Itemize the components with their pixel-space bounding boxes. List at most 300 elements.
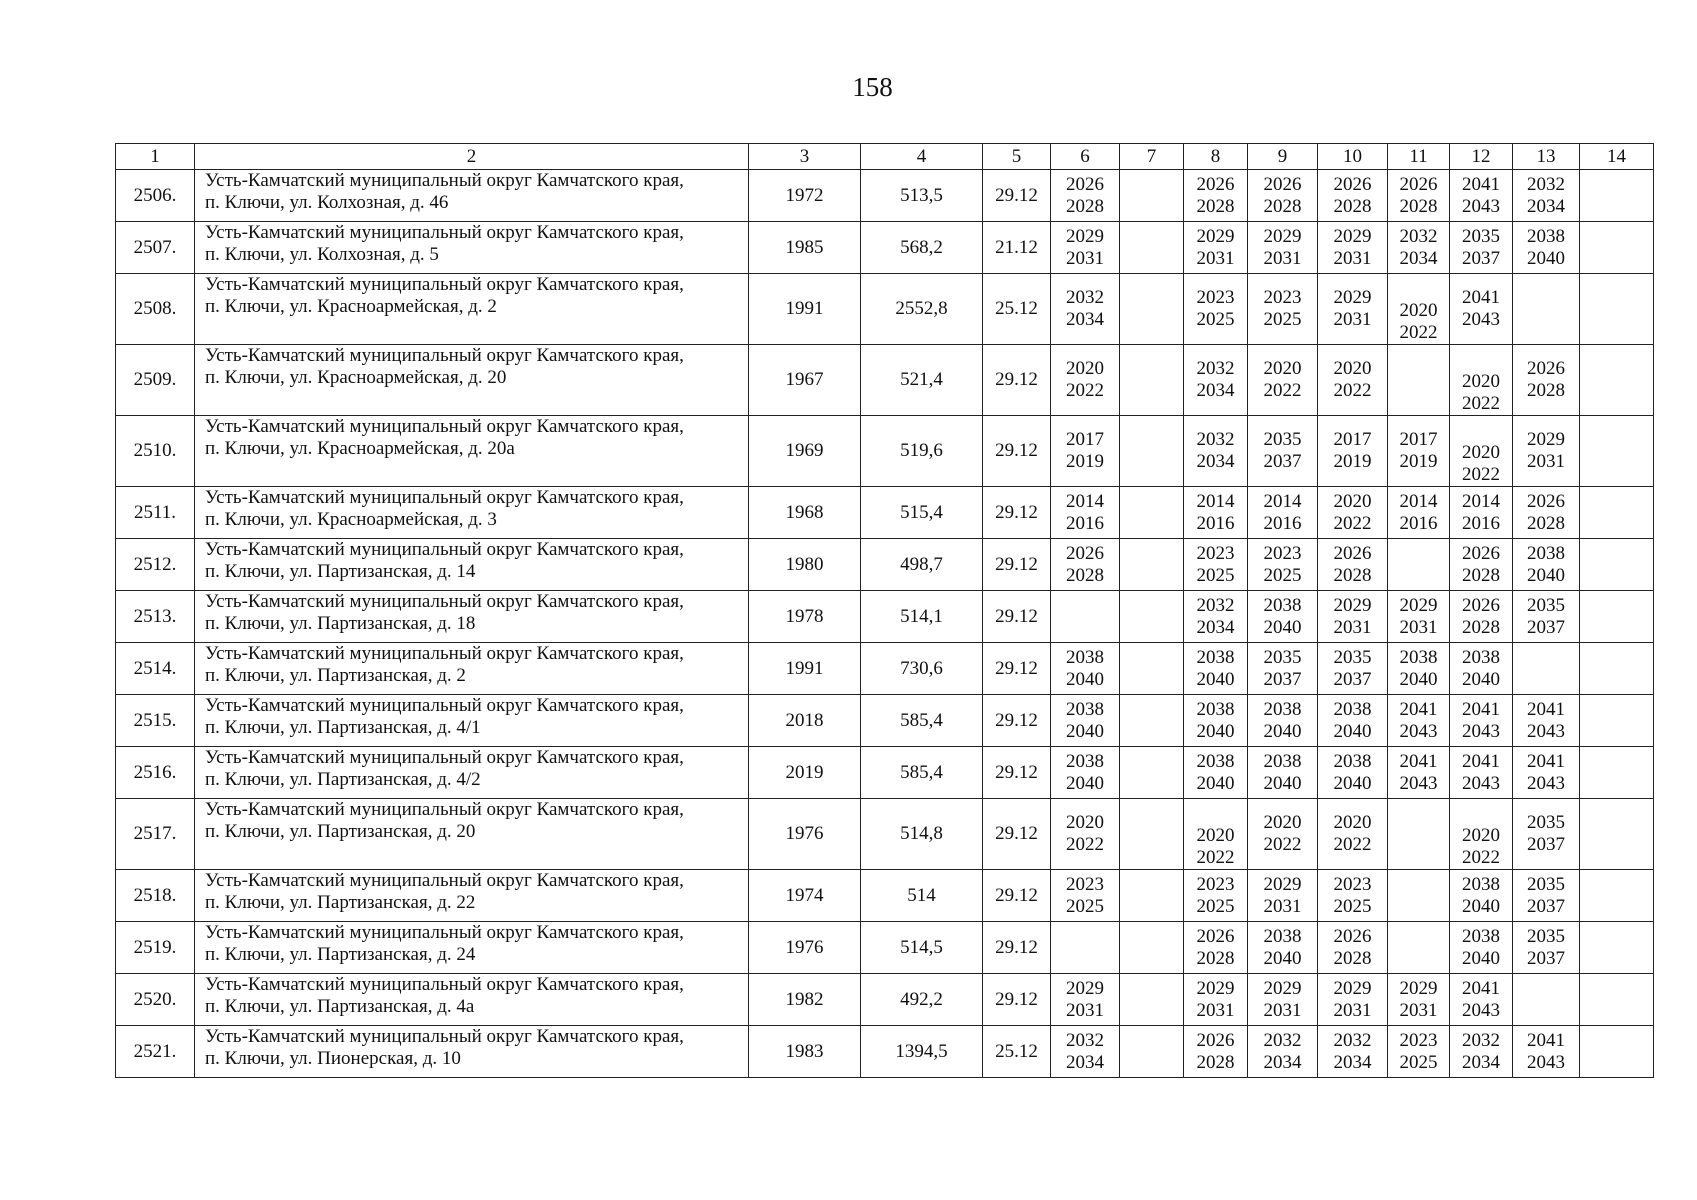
period-cell-col-8 bbox=[1184, 695, 1248, 747]
period-year: 2014 bbox=[1196, 490, 1235, 512]
period-year: 2041 bbox=[1399, 698, 1438, 720]
period-year: 2041 bbox=[1527, 1029, 1565, 1051]
date-cell: 29.12 bbox=[983, 345, 1051, 416]
table-row bbox=[116, 643, 1654, 695]
year-cell: 1969 bbox=[749, 416, 861, 487]
period-cell-col-14 bbox=[1580, 170, 1654, 222]
period-year: 2040 bbox=[1333, 772, 1372, 794]
period-year: 2025 bbox=[1263, 309, 1302, 330]
period-year: 2022 bbox=[1462, 393, 1500, 414]
row-number-cell: 2519. bbox=[116, 922, 195, 974]
period-cell-col-14 bbox=[1580, 922, 1654, 974]
row-number-cell: 2508. bbox=[116, 274, 195, 345]
period-cell-col-11 bbox=[1388, 591, 1450, 643]
period-cell-col-6 bbox=[1051, 170, 1120, 222]
address-cell bbox=[195, 416, 749, 487]
period-year: 2038 bbox=[1333, 698, 1372, 720]
period-year: 2023 bbox=[1263, 542, 1302, 564]
date-cell: 29.12 bbox=[983, 643, 1051, 695]
period-cell-col-11 bbox=[1388, 1026, 1450, 1078]
period-cell-col-9 bbox=[1248, 274, 1318, 345]
period-year: 2022 bbox=[1066, 834, 1104, 855]
period-year: 2023 bbox=[1333, 873, 1372, 895]
period-cell-col-8 bbox=[1184, 974, 1248, 1026]
period-year: 2026 bbox=[1196, 173, 1235, 195]
address-line: Усть-Камчатский муниципальный округ Камчатского края, bbox=[205, 487, 684, 508]
table-row bbox=[116, 974, 1654, 1026]
period-cell-col-7 bbox=[1120, 170, 1184, 222]
period-cell-col-7 bbox=[1120, 922, 1184, 974]
address-line: п. Ключи, ул. Партизанская, д. 4а bbox=[205, 996, 475, 1017]
address-line: п. Ключи, ул. Партизанская, д. 24 bbox=[205, 944, 476, 965]
period-year: 2017 bbox=[1066, 429, 1104, 450]
period-cell-col-6 bbox=[1051, 539, 1120, 591]
period-cell-col-10 bbox=[1318, 222, 1388, 274]
period-cell-col-6 bbox=[1051, 695, 1120, 747]
year-cell: 1974 bbox=[749, 870, 861, 922]
year-cell: 1976 bbox=[749, 799, 861, 870]
period-year: 2023 bbox=[1263, 287, 1302, 308]
period-year: 2028 bbox=[1196, 195, 1235, 217]
date-cell: 29.12 bbox=[983, 747, 1051, 799]
period-cell-col-6 bbox=[1051, 799, 1120, 870]
period-year: 2040 bbox=[1066, 772, 1104, 794]
period-year: 2022 bbox=[1263, 834, 1302, 855]
address-line: Усть-Камчатский муниципальный округ Камчатского края, bbox=[205, 747, 684, 768]
period-year: 2022 bbox=[1263, 380, 1302, 401]
period-year: 2029 bbox=[1333, 977, 1372, 999]
period-cell-col-8 bbox=[1184, 539, 1248, 591]
address-line: п. Ключи, ул. Партизанская, д. 2 bbox=[205, 665, 466, 686]
period-year: 2035 bbox=[1527, 812, 1565, 833]
period-year: 2035 bbox=[1462, 225, 1500, 247]
period-cell-col-6 bbox=[1051, 974, 1120, 1026]
period-cell-col-11 bbox=[1388, 345, 1450, 416]
address-cell bbox=[195, 747, 749, 799]
year-cell: 1982 bbox=[749, 974, 861, 1026]
period-cell-col-14 bbox=[1580, 487, 1654, 539]
address-line: п. Ключи, ул. Партизанская, д. 20 bbox=[205, 821, 476, 842]
period-cell-col-13 bbox=[1513, 487, 1580, 539]
period-year: 2038 bbox=[1066, 750, 1104, 772]
period-year: 2025 bbox=[1066, 895, 1104, 917]
period-year: 2032 bbox=[1196, 358, 1235, 379]
period-cell-col-14 bbox=[1580, 222, 1654, 274]
period-year: 2025 bbox=[1196, 309, 1235, 330]
period-year: 2037 bbox=[1263, 668, 1302, 690]
address-cell bbox=[195, 591, 749, 643]
period-year: 2034 bbox=[1333, 1051, 1372, 1073]
period-year: 2032 bbox=[1196, 594, 1235, 616]
period-cell-col-14 bbox=[1580, 345, 1654, 416]
period-year: 2026 bbox=[1066, 542, 1104, 564]
period-cell-col-14 bbox=[1580, 695, 1654, 747]
period-year: 2026 bbox=[1399, 173, 1438, 195]
address-line: п. Ключи, ул. Партизанская, д. 22 bbox=[205, 892, 476, 913]
period-cell-col-9 bbox=[1248, 799, 1318, 870]
period-year: 2028 bbox=[1196, 947, 1235, 969]
period-cell-col-11 bbox=[1388, 222, 1450, 274]
period-cell-col-13 bbox=[1513, 1026, 1580, 1078]
period-cell-col-7 bbox=[1120, 1026, 1184, 1078]
area-cell: 521,4 bbox=[861, 345, 983, 416]
period-cell-col-7 bbox=[1120, 222, 1184, 274]
period-year: 2032 bbox=[1263, 1029, 1302, 1051]
row-number-cell: 2516. bbox=[116, 747, 195, 799]
period-year: 2043 bbox=[1527, 772, 1565, 794]
address-cell bbox=[195, 539, 749, 591]
period-cell-col-6 bbox=[1051, 870, 1120, 922]
period-year: 2025 bbox=[1263, 564, 1302, 586]
period-cell-col-12 bbox=[1450, 695, 1513, 747]
period-year: 2031 bbox=[1333, 616, 1372, 638]
period-year: 2041 bbox=[1462, 750, 1500, 772]
column-header-1: 1 bbox=[116, 144, 195, 170]
period-cell-col-10 bbox=[1318, 274, 1388, 345]
period-year: 2038 bbox=[1196, 646, 1235, 668]
column-number-header-row bbox=[116, 144, 1654, 170]
period-year: 2038 bbox=[1066, 698, 1104, 720]
period-cell-col-10 bbox=[1318, 170, 1388, 222]
row-number-cell: 2513. bbox=[116, 591, 195, 643]
period-cell-col-6 bbox=[1051, 345, 1120, 416]
address-line: Усть-Камчатский муниципальный округ Камчатского края, bbox=[205, 345, 684, 366]
period-year: 2043 bbox=[1462, 720, 1500, 742]
address-line: Усть-Камчатский муниципальный округ Камчатского края, bbox=[205, 1026, 684, 1047]
period-year: 2028 bbox=[1399, 195, 1438, 217]
period-year: 2038 bbox=[1462, 873, 1500, 895]
period-cell-col-11 bbox=[1388, 170, 1450, 222]
period-year: 2023 bbox=[1196, 873, 1235, 895]
period-cell-col-9 bbox=[1248, 487, 1318, 539]
period-year: 2034 bbox=[1196, 616, 1235, 638]
period-cell-col-7 bbox=[1120, 591, 1184, 643]
period-cell-col-14 bbox=[1580, 643, 1654, 695]
period-cell-col-13 bbox=[1513, 345, 1580, 416]
period-year: 2040 bbox=[1527, 564, 1565, 586]
period-cell-col-9 bbox=[1248, 345, 1318, 416]
table-row bbox=[116, 799, 1654, 870]
period-year: 2017 bbox=[1399, 429, 1438, 450]
year-cell: 1980 bbox=[749, 539, 861, 591]
year-cell: 1991 bbox=[749, 274, 861, 345]
address-cell bbox=[195, 222, 749, 274]
period-year: 2026 bbox=[1333, 925, 1372, 947]
table-row bbox=[116, 416, 1654, 487]
period-year: 2034 bbox=[1066, 1051, 1104, 1073]
period-cell-col-11 bbox=[1388, 416, 1450, 487]
period-cell-col-12 bbox=[1450, 170, 1513, 222]
period-cell-col-8 bbox=[1184, 1026, 1248, 1078]
period-year: 2032 bbox=[1333, 1029, 1372, 1051]
address-line: п. Ключи, ул. Партизанская, д. 18 bbox=[205, 613, 476, 634]
date-cell: 29.12 bbox=[983, 799, 1051, 870]
period-year: 2037 bbox=[1333, 668, 1372, 690]
period-cell-col-14 bbox=[1580, 799, 1654, 870]
period-year: 2043 bbox=[1527, 1051, 1565, 1073]
period-cell-col-6 bbox=[1051, 922, 1120, 974]
area-cell: 515,4 bbox=[861, 487, 983, 539]
period-cell-col-14 bbox=[1580, 1026, 1654, 1078]
period-year: 2029 bbox=[1399, 977, 1438, 999]
period-year: 2022 bbox=[1462, 464, 1500, 485]
period-cell-col-13 bbox=[1513, 274, 1580, 345]
period-cell-col-8 bbox=[1184, 799, 1248, 870]
column-header-8: 8 bbox=[1184, 144, 1248, 170]
period-year: 2043 bbox=[1399, 772, 1438, 794]
period-year: 2029 bbox=[1066, 977, 1104, 999]
period-year: 2037 bbox=[1527, 616, 1565, 638]
period-year: 2031 bbox=[1263, 895, 1302, 917]
period-year: 2014 bbox=[1399, 490, 1438, 512]
period-year: 2028 bbox=[1462, 564, 1500, 586]
area-cell: 1394,5 bbox=[861, 1026, 983, 1078]
year-cell: 1978 bbox=[749, 591, 861, 643]
date-cell: 25.12 bbox=[983, 274, 1051, 345]
period-year: 2025 bbox=[1196, 895, 1235, 917]
period-year: 2041 bbox=[1462, 698, 1500, 720]
period-cell-col-7 bbox=[1120, 974, 1184, 1026]
period-year: 2034 bbox=[1263, 1051, 1302, 1073]
period-year: 2038 bbox=[1527, 225, 1565, 247]
period-year: 2029 bbox=[1333, 287, 1372, 308]
period-cell-col-8 bbox=[1184, 591, 1248, 643]
period-year: 2040 bbox=[1066, 668, 1104, 690]
period-cell-col-14 bbox=[1580, 870, 1654, 922]
year-cell: 1983 bbox=[749, 1026, 861, 1078]
period-year: 2034 bbox=[1462, 1051, 1500, 1073]
period-cell-col-8 bbox=[1184, 416, 1248, 487]
area-cell: 2552,8 bbox=[861, 274, 983, 345]
row-number-cell: 2511. bbox=[116, 487, 195, 539]
period-cell-col-14 bbox=[1580, 274, 1654, 345]
period-cell-col-12 bbox=[1450, 870, 1513, 922]
period-year: 2020 bbox=[1333, 358, 1372, 379]
period-year: 2025 bbox=[1196, 564, 1235, 586]
period-year: 2029 bbox=[1527, 429, 1565, 450]
period-year: 2041 bbox=[1399, 750, 1438, 772]
period-year: 2040 bbox=[1462, 895, 1500, 917]
period-cell-col-10 bbox=[1318, 747, 1388, 799]
period-year: 2019 bbox=[1333, 451, 1372, 472]
period-year: 2020 bbox=[1462, 442, 1500, 463]
period-year: 2028 bbox=[1263, 195, 1302, 217]
address-line: п. Ключи, ул. Красноармейская, д. 20а bbox=[205, 438, 515, 459]
period-year: 2032 bbox=[1066, 287, 1104, 308]
column-header-2: 2 bbox=[195, 144, 749, 170]
period-cell-col-12 bbox=[1450, 922, 1513, 974]
period-year: 2040 bbox=[1263, 616, 1302, 638]
date-cell: 29.12 bbox=[983, 695, 1051, 747]
period-cell-col-10 bbox=[1318, 487, 1388, 539]
period-cell-col-11 bbox=[1388, 922, 1450, 974]
address-line: Усть-Камчатский муниципальный округ Камчатского края, bbox=[205, 591, 684, 612]
address-line: Усть-Камчатский муниципальный округ Камчатского края, bbox=[205, 974, 684, 995]
address-line: п. Ключи, ул. Колхозная, д. 5 bbox=[205, 244, 439, 265]
period-year: 2037 bbox=[1263, 451, 1302, 472]
row-number-cell: 2506. bbox=[116, 170, 195, 222]
period-year: 2038 bbox=[1399, 646, 1438, 668]
period-year: 2038 bbox=[1196, 698, 1235, 720]
period-year: 2040 bbox=[1527, 247, 1565, 269]
period-year: 2022 bbox=[1333, 834, 1372, 855]
period-year: 2023 bbox=[1196, 542, 1235, 564]
period-year: 2020 bbox=[1066, 358, 1104, 379]
row-number-cell: 2507. bbox=[116, 222, 195, 274]
period-cell-col-9 bbox=[1248, 870, 1318, 922]
period-cell-col-12 bbox=[1450, 747, 1513, 799]
period-cell-col-6 bbox=[1051, 591, 1120, 643]
period-cell-col-8 bbox=[1184, 487, 1248, 539]
period-cell-col-12 bbox=[1450, 974, 1513, 1026]
address-line: п. Ключи, ул. Партизанская, д. 14 bbox=[205, 561, 476, 582]
period-year: 2016 bbox=[1196, 512, 1235, 534]
period-year: 2032 bbox=[1196, 429, 1235, 450]
period-year: 2020 bbox=[1196, 825, 1235, 846]
period-cell-col-9 bbox=[1248, 1026, 1318, 1078]
period-cell-col-11 bbox=[1388, 974, 1450, 1026]
period-year: 2022 bbox=[1399, 322, 1438, 343]
period-cell-col-7 bbox=[1120, 345, 1184, 416]
period-year: 2032 bbox=[1399, 225, 1438, 247]
period-year: 2040 bbox=[1462, 947, 1500, 969]
period-cell-col-13 bbox=[1513, 974, 1580, 1026]
period-year: 2028 bbox=[1462, 616, 1500, 638]
period-year: 2020 bbox=[1263, 812, 1302, 833]
period-cell-col-11 bbox=[1388, 643, 1450, 695]
period-year: 2020 bbox=[1462, 371, 1500, 392]
period-year: 2040 bbox=[1196, 772, 1235, 794]
address-line: Усть-Камчатский муниципальный округ Камчатского края, bbox=[205, 799, 684, 820]
period-cell-col-10 bbox=[1318, 345, 1388, 416]
period-cell-col-8 bbox=[1184, 274, 1248, 345]
period-cell-col-12 bbox=[1450, 1026, 1513, 1078]
date-cell: 29.12 bbox=[983, 539, 1051, 591]
period-cell-col-14 bbox=[1580, 747, 1654, 799]
period-year: 2043 bbox=[1399, 720, 1438, 742]
area-cell: 492,2 bbox=[861, 974, 983, 1026]
period-cell-col-11 bbox=[1388, 695, 1450, 747]
period-year: 2031 bbox=[1196, 999, 1235, 1021]
period-year: 2038 bbox=[1263, 594, 1302, 616]
period-year: 2029 bbox=[1333, 225, 1372, 247]
period-year: 2020 bbox=[1066, 812, 1104, 833]
period-year: 2028 bbox=[1333, 564, 1372, 586]
column-header-3: 3 bbox=[749, 144, 861, 170]
period-year: 2019 bbox=[1066, 451, 1104, 472]
address-line: Усть-Камчатский муниципальный округ Камчатского края, bbox=[205, 416, 684, 437]
period-cell-col-9 bbox=[1248, 539, 1318, 591]
period-year: 2038 bbox=[1333, 750, 1372, 772]
page-number: 158 bbox=[852, 72, 893, 102]
address-cell bbox=[195, 695, 749, 747]
date-cell: 25.12 bbox=[983, 1026, 1051, 1078]
period-year: 2020 bbox=[1333, 812, 1372, 833]
area-cell: 585,4 bbox=[861, 695, 983, 747]
period-year: 2029 bbox=[1263, 225, 1302, 247]
period-year: 2022 bbox=[1066, 380, 1104, 401]
column-header-13: 13 bbox=[1513, 144, 1580, 170]
table-row bbox=[116, 487, 1654, 539]
period-cell-col-7 bbox=[1120, 487, 1184, 539]
period-year: 2043 bbox=[1462, 999, 1500, 1021]
period-year: 2028 bbox=[1527, 380, 1565, 401]
period-year: 2040 bbox=[1462, 668, 1500, 690]
row-number-cell: 2521. bbox=[116, 1026, 195, 1078]
date-cell: 29.12 bbox=[983, 922, 1051, 974]
period-year: 2035 bbox=[1527, 925, 1565, 947]
address-line: Усть-Камчатский муниципальный округ Камчатского края, bbox=[205, 643, 684, 664]
period-cell-col-13 bbox=[1513, 222, 1580, 274]
period-cell-col-11 bbox=[1388, 487, 1450, 539]
table-row bbox=[116, 1026, 1654, 1078]
area-cell: 498,7 bbox=[861, 539, 983, 591]
period-year: 2023 bbox=[1399, 1029, 1438, 1051]
period-cell-col-6 bbox=[1051, 747, 1120, 799]
period-cell-col-9 bbox=[1248, 922, 1318, 974]
period-year: 2029 bbox=[1196, 977, 1235, 999]
period-year: 2037 bbox=[1527, 947, 1565, 969]
period-year: 2040 bbox=[1399, 668, 1438, 690]
period-year: 2017 bbox=[1333, 429, 1372, 450]
period-year: 2023 bbox=[1066, 873, 1104, 895]
period-year: 2028 bbox=[1527, 512, 1565, 534]
period-year: 2025 bbox=[1399, 1051, 1438, 1073]
period-cell-col-10 bbox=[1318, 1026, 1388, 1078]
address-cell bbox=[195, 345, 749, 416]
period-year: 2025 bbox=[1333, 895, 1372, 917]
period-cell-col-13 bbox=[1513, 539, 1580, 591]
period-year: 2031 bbox=[1196, 247, 1235, 269]
period-year: 2020 bbox=[1399, 300, 1438, 321]
period-year: 2038 bbox=[1263, 750, 1302, 772]
period-year: 2022 bbox=[1196, 847, 1235, 868]
period-cell-col-13 bbox=[1513, 747, 1580, 799]
period-year: 2016 bbox=[1066, 512, 1104, 534]
column-header-12: 12 bbox=[1450, 144, 1513, 170]
period-cell-col-7 bbox=[1120, 274, 1184, 345]
period-cell-col-12 bbox=[1450, 274, 1513, 345]
row-number-cell: 2509. bbox=[116, 345, 195, 416]
period-cell-col-6 bbox=[1051, 1026, 1120, 1078]
period-year: 2020 bbox=[1462, 825, 1500, 846]
period-year: 2040 bbox=[1263, 947, 1302, 969]
address-line: п. Ключи, ул. Партизанская, д. 4/1 bbox=[205, 717, 481, 738]
period-cell-col-11 bbox=[1388, 870, 1450, 922]
area-cell: 585,4 bbox=[861, 747, 983, 799]
period-year: 2020 bbox=[1263, 358, 1302, 379]
period-cell-col-8 bbox=[1184, 643, 1248, 695]
table-row bbox=[116, 695, 1654, 747]
period-year: 2016 bbox=[1263, 512, 1302, 534]
date-cell: 29.12 bbox=[983, 870, 1051, 922]
period-cell-col-9 bbox=[1248, 747, 1318, 799]
area-cell: 514 bbox=[861, 870, 983, 922]
column-header-11: 11 bbox=[1388, 144, 1450, 170]
period-year: 2020 bbox=[1333, 490, 1372, 512]
period-year: 2034 bbox=[1066, 309, 1104, 330]
date-cell: 29.12 bbox=[983, 974, 1051, 1026]
period-year: 2029 bbox=[1263, 873, 1302, 895]
period-cell-col-8 bbox=[1184, 922, 1248, 974]
row-number-cell: 2515. bbox=[116, 695, 195, 747]
address-cell bbox=[195, 274, 749, 345]
period-year: 2038 bbox=[1263, 925, 1302, 947]
period-cell-col-6 bbox=[1051, 222, 1120, 274]
period-cell-col-7 bbox=[1120, 695, 1184, 747]
period-cell-col-12 bbox=[1450, 799, 1513, 870]
column-header-10: 10 bbox=[1318, 144, 1388, 170]
